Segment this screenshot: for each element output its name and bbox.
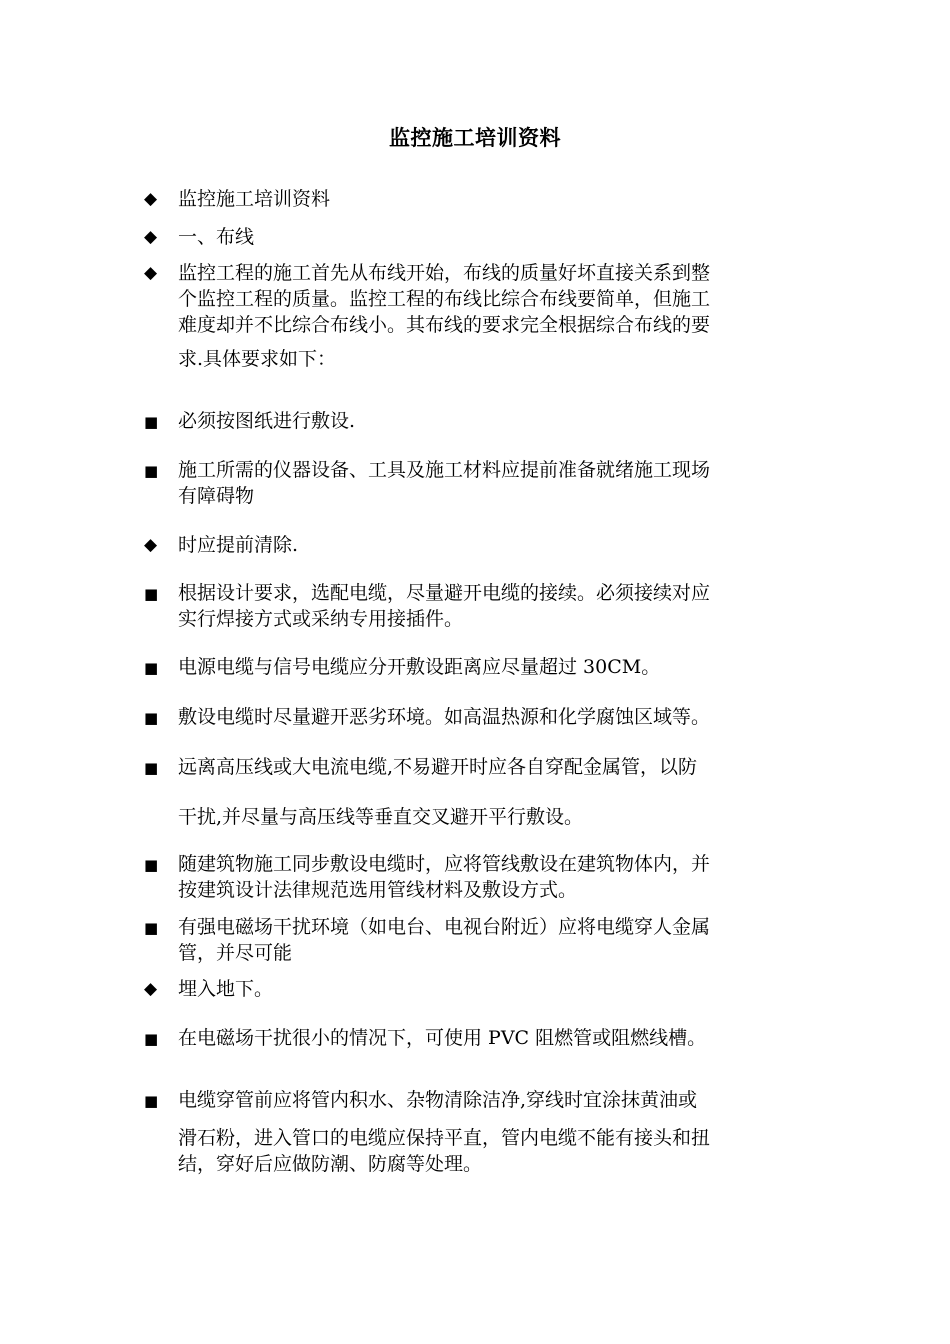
list-item-text: 电源电缆与信号电缆应分开敷设距离应尽量超过 30CM。 xyxy=(178,656,661,678)
list-item-text: 根据设计要求，选配电缆，尽量避开电缆的接续。必须接续对应 实行焊接方式或采纳专用接插件。 xyxy=(178,582,711,630)
square-bullet-icon: ■ xyxy=(144,919,159,937)
diamond-bullet-icon: ◆ xyxy=(144,263,158,283)
list-item-text: 监控工程的施工首先从布线开始，布线的质量好坏直接关系到整 个监控工程的质量。监控工程的布线比综合布线要简单，但施工 难度却并不比综合布线小。其布线的要求完全根据综合布线的要 xyxy=(178,262,711,336)
list-item-text: 时应提前清除. xyxy=(178,534,299,556)
square-bullet-icon: ■ xyxy=(144,413,159,431)
square-bullet-icon: ■ xyxy=(144,856,159,874)
list-item-text: 埋入地下。 xyxy=(178,978,274,1000)
square-bullet-icon: ■ xyxy=(144,759,159,777)
list-item-text: 有强电磁场干扰环境（如电台、电视台附近）应将电缆穿人金属 管，并尽可能 xyxy=(178,916,711,964)
square-bullet-icon: ■ xyxy=(144,1030,159,1048)
diamond-bullet-icon: ◆ xyxy=(144,535,158,555)
square-bullet-icon: ■ xyxy=(144,462,159,480)
square-bullet-icon: ■ xyxy=(144,585,159,603)
list-item-text: 随建筑物施工同步敷设电缆时，应将管线敷设在建筑物体内，并 按建筑设计法律规范选用管线材料及敷设方式。 xyxy=(178,853,711,901)
list-item-text: 在电磁场干扰很小的情况下，可使用 PVC 阻燃管或阻燃线槽。 xyxy=(178,1027,707,1049)
diamond-bullet-icon: ◆ xyxy=(144,227,158,247)
list-item-text-continued: 求.具体要求如下： xyxy=(178,348,337,370)
diamond-bullet-icon: ◆ xyxy=(144,189,158,209)
square-bullet-icon: ■ xyxy=(144,659,159,677)
diamond-bullet-icon: ◆ xyxy=(144,979,158,999)
list-item-text: 远离高压线或大电流电缆,不易避开时应各自穿配金属管，以防 xyxy=(178,756,698,778)
list-item-text: 监控施工培训资料 xyxy=(178,188,331,210)
list-item-text-continued: 干扰,并尽量与高压线等垂直交叉避开平行敷设。 xyxy=(178,806,584,828)
list-item-text: 一、布线 xyxy=(178,226,255,248)
square-bullet-icon: ■ xyxy=(144,709,159,727)
list-item-text: 必须按图纸进行敷设. xyxy=(178,410,356,432)
document-title: 监控施工培训资料 xyxy=(389,125,561,150)
square-bullet-icon: ■ xyxy=(144,1092,159,1110)
list-item-text: 施工所需的仪器设备、工具及施工材料应提前准备就绪施工现场 有障碍物 xyxy=(178,459,711,507)
list-item-text-continued: 滑石粉，进入管口的电缆应保持平直，管内电缆不能有接头和扭 结，穿好后应做防潮、防腐等处理。 xyxy=(178,1127,711,1175)
list-item-text: 电缆穿管前应将管内积水、杂物清除洁净,穿线时宜涂抹黄油或 xyxy=(178,1089,698,1111)
list-item-text: 敷设电缆时尽量避开恶劣环境。如高温热源和化学腐蚀区域等。 xyxy=(178,706,711,728)
